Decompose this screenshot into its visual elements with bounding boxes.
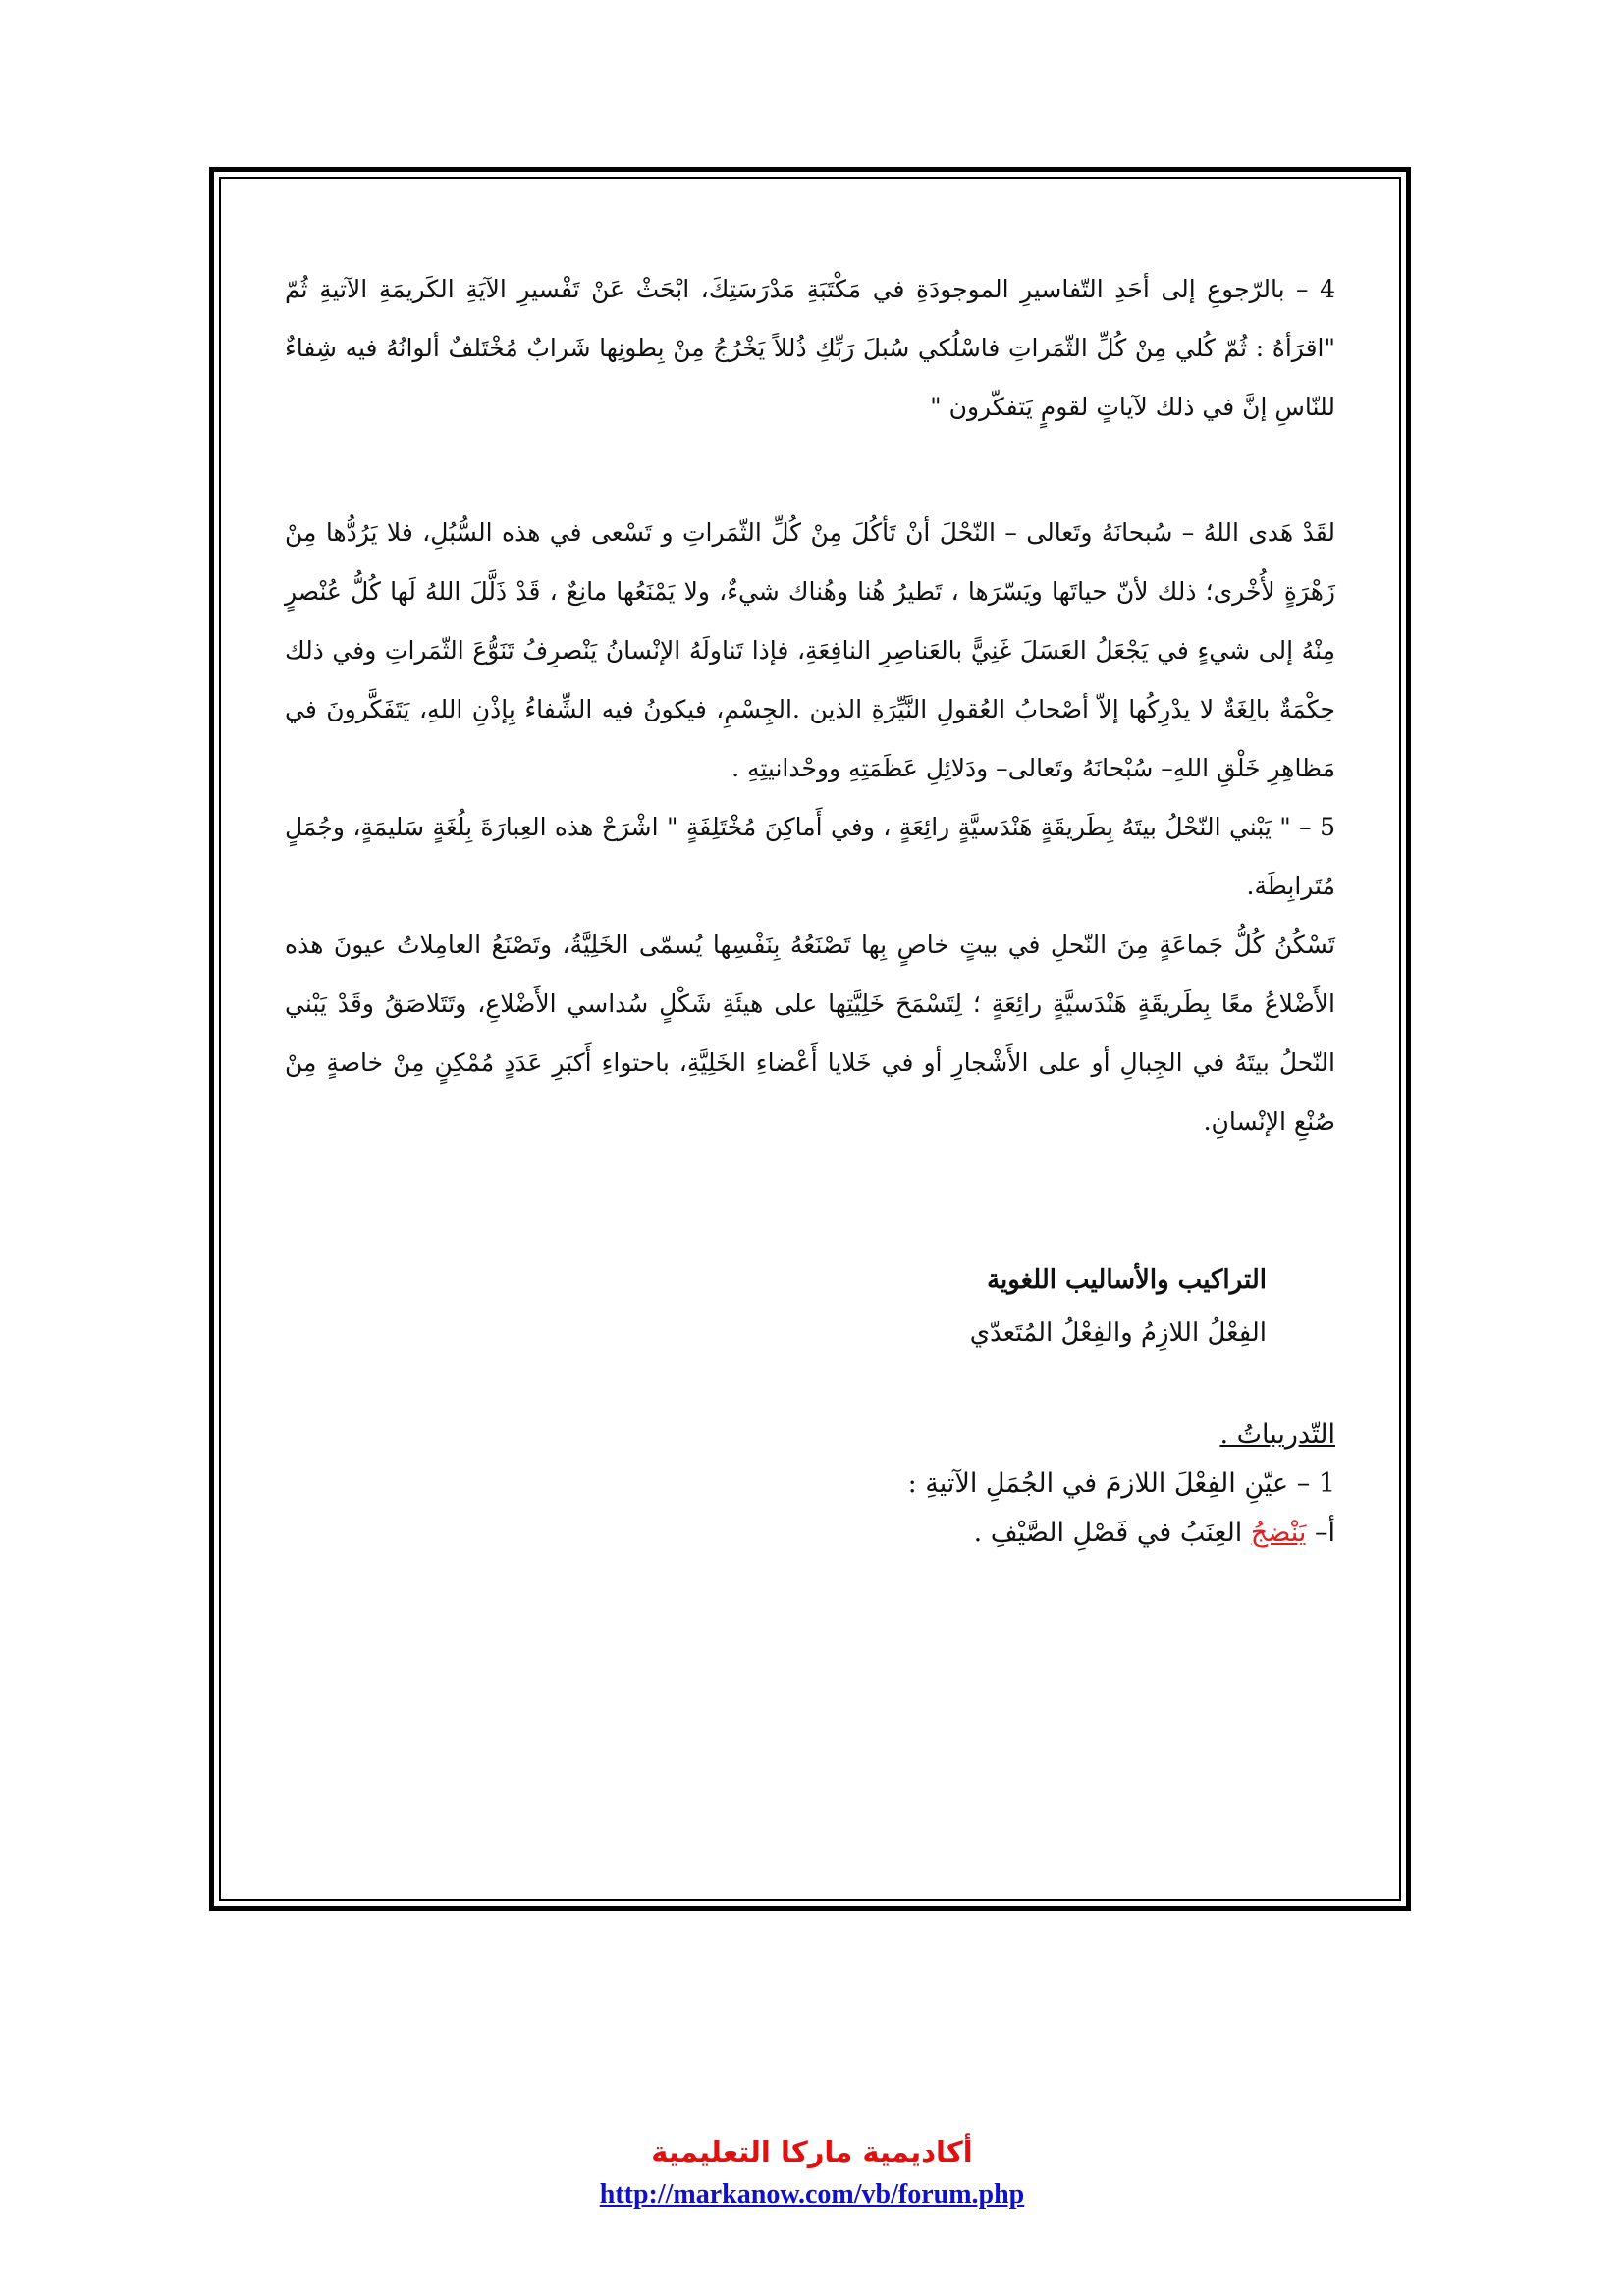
exercise-item-a xyxy=(285,1509,1335,1558)
academy-name: أكاديمية ماركا التعليمية xyxy=(651,2135,973,2168)
forum-link[interactable]: http://markanow.com/vb/forum.php xyxy=(599,2179,1025,2210)
exercises-block xyxy=(285,1411,1335,1558)
exercise-item-rest: العِنَبُ في فَصْلِ الصَّيْفِ . xyxy=(973,1518,1251,1548)
grammar-section-header xyxy=(285,1254,1267,1360)
exercise-item-prefix: أ– xyxy=(1306,1518,1335,1548)
question-4-paragraph: 4 – بالرّجوعِ إلى أحَدِ التّفاسيرِ الموجودَةِ في مَكْتَبَةِ مَدْرَسَتِكَ، ابْحَثْ عَنْ تَفْسيرِ الآيَةِ الكَريمَةِ الآتيةِ ثُمّ "اقرَأهُ : ثُمّ كُلي مِنْ كُلِّ الثّمَراتِ فاسْلُكي سُبلَ رَبِّكِ ذُللاً يَخْرُجُ مِنْ بِطونِها شَرابٌ مُخْتَلفٌ ألوانُهُ فيه شِفاءٌ للنّاسِ إنَّ في ذلك لآياتٍ لقومٍ يَتفكّرون " xyxy=(285,275,1335,421)
highlighted-verb: يَنْضجُ xyxy=(1250,1518,1307,1548)
section-title: التراكيب والأساليب اللغوية xyxy=(987,1265,1267,1295)
question-5-paragraph: 5 – " يَبْني النّحْلُ بيتَهُ بِطَريقَةٍ هَنْدَسيَّةٍ رائِعَةٍ ، وفي أَماكِنَ مُخْتَلِفَةٍ " اشْرَحْ هذه العِبارَةَ بِلُغَةٍ سَليمَةٍ، وجُمَلٍ مُتَرابِطَة. xyxy=(285,813,1335,900)
bee-explanation-paragraph: لقَدْ هَدى اللهُ – سُبحانَهُ وتَعالى – النّحْلَ أنْ تَأكُلَ مِنْ كُلِّ الثّمَراتِ و تَسْعى في هذه السُّبُلِ، فلا يَرُدُّها مِنْ زَهْرَةٍ لأُخْرى؛ ذلك لأنّ حياتَها ويَسّرَها ، تَطيرُ هُنا وهُناك شيءٌ، ولا يَمْنَعُها مانِعٌ ، قَدْ ذَلَّلَ اللهُ لَها كُلُّ عُنْصرٍ مِنْهُ إلى شيءٍ في يَجْعَلُ العَسَلَ غَنِيًّ بالعَناصِرِ النافِعَةِ، فإذا تَناولَهُ الإنْسانُ يَنْصرِفُ تَنَوُّعَ الثّمَراتِ وفي ذلك حِكْمَةٌ بالِغَةٌ لا يدْرِكُها إلاّ أصْحابُ العُقولِ النَّيِّرَةِ الذين .الجِسْمِ، فيكونُ فيه الشِّفاءُ بِإذْنِ اللهِ، يَتَفَكَّرونَ في مَظاهِرِ خَلْقِ اللهِ– سُبْحانَهُ وتَعالى– ودَلائِلِ عَظَمَتِهِ ووحْدانيتِهِ . xyxy=(285,518,1335,782)
document-body xyxy=(285,260,1335,1558)
section-subtitle: الفِعْلُ اللازِمُ والفِعْلُ المُتَعدّي xyxy=(969,1318,1267,1348)
exercises-title: التّدريباتُ . xyxy=(1219,1419,1335,1450)
hive-explanation-paragraph: تَسْكُنُ كُلُّ جَماعَةٍ مِنَ النّحلِ في بيتٍ خاصٍ بِها تَصْنَعُهُ بِنَفْسِها يُسمّى الخَلِيَّةُ، وتَصْنَعُ العامِلاتُ عيونَ هذه الأَضْلاعُ معًا بِطَريقَةٍ هَنْدَسيَّةٍ رائِعَةٍ ؛ لِتَسْمَحَ خَلِيَّتِها على هيئَةِ شَكْلٍ سُداسي الأَضْلاعِ، وتَتَلاصَقُ وقَدْ يَبْني النّحلُ بيتَهُ في الجِبالِ أو على الأَشْجارِ أو في خَلايا أَعْضاءِ الخَلِيَّةِ، باحتواءِ أَكبَرِ عَدَدٍ مُمْكِنٍ مِنْ خاصةٍ مِنْ صُنْعِ الإنْسانِ. xyxy=(285,931,1335,1136)
exercise-instruction: 1 – عيّنِ الفِعْلَ اللازمَ في الجُمَلِ الآتيةِ : xyxy=(907,1468,1335,1499)
